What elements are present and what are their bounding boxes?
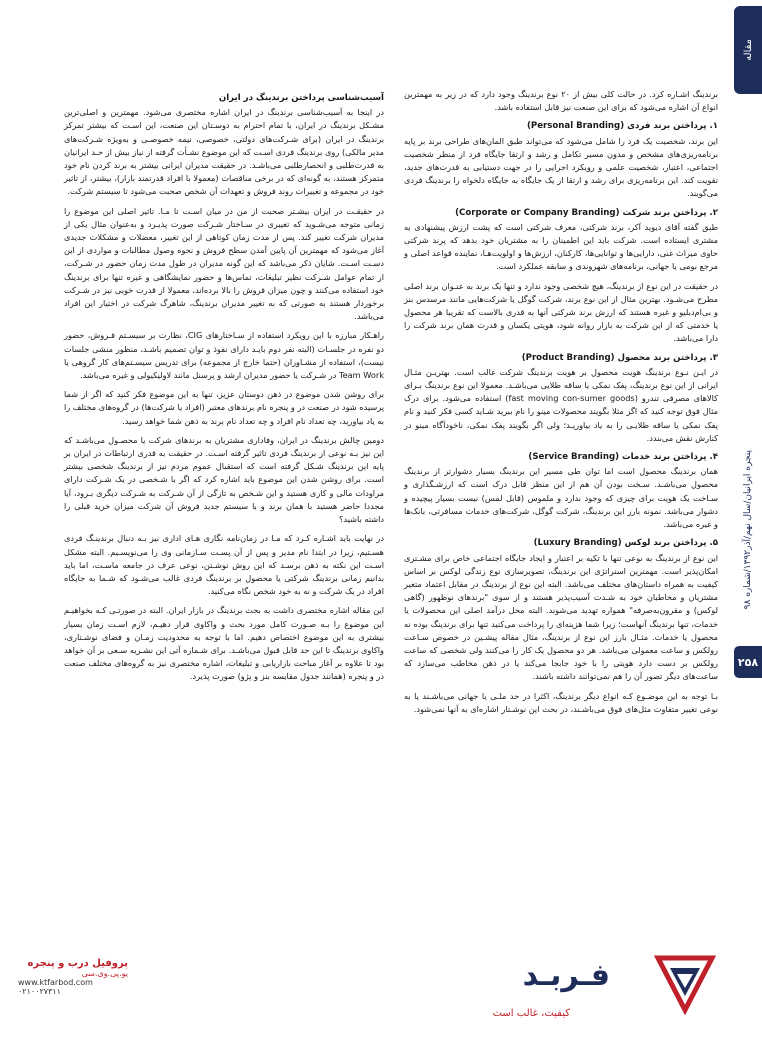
ad-phone: ۰۲۱۰۰۲۷۳۱۱	[18, 987, 61, 996]
section-heading: ۳. پرداختن برند محصول (Product Branding)	[521, 352, 718, 363]
section-heading: ۴. پرداختن برند خدمات (Service Branding)	[528, 452, 718, 463]
ad-brand-word: فـربـد	[522, 958, 610, 993]
paragraph: همان برندینگ محصول است اما توان طی مسیر این برندینگ بسیار دشوارتر از برندینگ محصول می‌باشـد. سـخت بودن آن هم از این منظر قابل درک است که ارزشـگذاری و سـاخت یک هویت برای چیزی که وجود ندارد و ملموس (قابل لمس) نیست بسیار پیچیده و دشوار می‌باشد. نمونه بارز این برندینگ، شرکت گوگل، شرکت‌های خدمات مسافرتی، بانک‌ها و غیره می‌باشد.	[404, 466, 718, 530]
side-bar	[734, 0, 762, 1045]
farbod-emblem-icon	[650, 948, 720, 1018]
paragraph: در حقیقت در این نوع از برندینگ، هیچ شخصی وجود ندارد و تنها یک برند به عنـوان برند اصلی مطرح می‌شـود. بهترین مثال از این نوع برند، شرکت گوگل یا شرکت‌هایی مانند مرسدس بنز و بی‌ام‌دبلیو و غیره هستند که ارزش برند شرکتی آنها به قدری بالاست که تقریبا هر محصول یا خدمتی که از این شرکت به بازار روانه شود، هویتی یکسان و قدرت همان برند شرکت را دارا می‌باشد.	[404, 280, 718, 344]
left-column	[64, 88, 384, 690]
paragraph: برای روشن شدن موضوع در ذهن دوستان عزیز، تنها به این موضوع فکر کنید که اگر از شما پرسیده شود در صنعت در و پنجره نام برندهای معتبر (افراد یا شرکت‌ها) در گروه‌های مختلف را به یاد بیاورید، چه تعداد نام افراد و چه تعداد نام برند به ذهن شما خواهد رسید.	[64, 389, 384, 426]
paragraph: در حقیقـت در ایران بیشـتر صحبت از من در میان اسـت تا مـا. تاثیر اصلی این موضوع را زمانی متوجه می‌شـوید که تغییری در سـاختار شـرکت صورت پذیـرد و به‌عنوان مثال یکی از مدیران شرکت تغییر کند. پس از مدت زمان کوتاهی از این تغییر، معضلات و مشکلات جدیدی آغاز می‌شود که مهمترین آن پایین آمدن سطح فروش و نحوه وصول مطالبات و مواردی از این دسـت اسـت. شایان ذکر می‌باشد که این گونه مدیران در طول مدت زمان حضور در شـرکت، از تمام عوامل شـرکت نظیر تبلیغات، تماس‌ها و حضور نمایشگاهی و غیره تنها برای برندینگ خود استفاده می‌کنند و چون میزان فروش را بالا برده‌اند، معمولا از قدرت خوبی نیز در شـرکت برخوردار هستند به صورتی که به تغییر مدیران برندینگ، شاهرگ شرکت در اختیار این افراد می‌باشد.	[64, 205, 384, 322]
right-column	[404, 88, 718, 722]
paragraph: راهـکار مبارزه با این رویکرد استفاده از سـاختارهای CIG، نظارت بر سیسـتم فـروش، حضور دو نفره در جلسـات (البته نفر دوم بایـد دارای نفوذ و توان تصمیم باشـد، منظور منشی جلسات نیست)، استفاده از مشـاوران (حتما خارج از مجموعه) برای تدریس سیسـتم‌های کار گروهی یا Team Work در شـرکت یا حضور مدیران ارشد و پرسنل مانند لاولیکیولی و غیره می‌باشد.	[64, 330, 384, 381]
ad-website: www.ktfarbod.com	[18, 978, 93, 987]
journal-info	[736, 420, 760, 640]
paragraph: دومین چالش برندینگ در ایران، وفاداری مشتریان به برندهای شرکت یا محصـول می‌باشـد که این نیز بـه نوعی از برندینگ فردی تاثیر گرفته اسـت. در حقیقت به قدری ارتباطات در ایران بر پایه این برندینگ شـکل گرفته است که استقبال عموم مردم نیز از برندینگ شخصی بیشتر است. برای روشن شدن این موضوع باید اشاره کرد که اگر با شـخصی در یک شـرکت دارای مراودات مالی و کاری هستید و این شـخص به تازگی از آن شـرکت به شـرکت دیگری بـرود، آیا مجددا حاضر هستید با همان برند و با سیستم جدید فروش آن شرکت میزان خرید قبلی را داشته باشید؟	[64, 434, 384, 525]
paragraph: این نوع از برندینگ به نوعی تنها با تکیه بر اعتبار و ایجاد جایگاه اجتماعی خاص برای مشـتری امکان‌پذیر است. مهمترین استراتژی این برندینگ، تصویرسازی نوع زندگی لوکس بر اساس کیفیت به همراه داستان‌های مختلف می‌باشد. البته این نوع از برندینگ در مقابل اعتماد متغیر مشتریان و مخاطبان خود به شـدت آسیب‌پذیر هستند و از سوی "برندهای نوظهور (گاهی لوکس) و مقرون‌به‌صرفه" همواره تهدید می‌شوند. البته محل درآمد اصلی این محصولات یا خدمات، تنها برندینگ آنهاست؛ زیرا شما هزینه‌ای را پرداخت می‌کنید تنها برای برندینگ بوده نه محصول یا خدمات. مثـال بارز این نوع از برندینگ، مثال مقاله پیشـین در خصوص سـاعت رولکس و ساعت معمولی می‌باشد. هر دو محصول یک کار را می‌کنند ولی شخصی که ساعت رولکس بر دست دارد هویتی را با خود جابجا می‌کند یا در ذهن مخاطب می‌سازد که ساعت‌های دیگر تصور آن را هم نمی‌توانند داشته باشند.	[404, 552, 718, 682]
section-label: مقاله	[742, 39, 754, 61]
paragraph: در نهایت باید اشـاره کـرد که مـا در زمان‌نامه نگاری هـای اداری نیز بـه دنبال برندینـگ فردی هسـتیم، زیرا در ابتدا نام مدیر و پس از آن پسـت سـازمانی وی را می‌نویسـیم. البته مشکل اسـت این نکته به ذهن برسـد که این روش نوشـتن، نوعی عرف در جامعه ماسـت، اما باید بدانیم زمانی برندینگ شرکتی یا محصول بر برندینگ فردی غالب می‌شـود که شـما به جایگاه افراد در یک شرکت و نه به خود شخص نگاه می‌کنید.	[64, 533, 384, 597]
paragraph: در اینجا به آسیب‌شناسی برندینگ در ایران اشاره مختصری می‌شود. مهمترین و اصلی‌ترین مشـکل برندینگ در ایران، با تمام احترام به دوسـتان این صنعت، این اسـت که بیشتر تمرکز برندینگ در ایران (برای شـرکت‌های دولتی، خصوصی، نیمه خصوصـی و به‌ویژه شـرکت‌های مدیر مالکی) روی برندینگ فردی اسـت که این موضوع نشـأت گرفته از نیاز بیش از حـد ایرانیان به قدرت‌طلبی و انحصارطلبی می‌باشـد. در حقیقت مدیران ایرانی بیشتر به برند کردن نام خود متمرکز هستند، به گونه‌ای که در برخی مناقصات (معمولا با افراد قدرتمند بازار)، بیشتر، از تاثیر خود در مجموعه و تغییرات روند فروش و تعهدات آن شخص صحبت می‌شود تا سیستم شرکت.	[64, 107, 384, 197]
page-number: ۲۵۸	[734, 646, 762, 678]
section-heading: آسیب‌شناسی پرداختن برندینگ در ایران	[218, 93, 384, 103]
section-heading: ۵. پرداختن برند لوکس (Luxury Branding)	[533, 538, 718, 549]
section-tab	[734, 6, 762, 94]
journal-label: پنجره ایرانیان/سال نهم/آذر۱۳۹۲/شماره ۹۸	[743, 450, 753, 610]
advertisement	[18, 948, 720, 1038]
paragraph: در ایـن نـوع برندینگ هویت محصول بر هویت برندینگ شرکت غالب است. بهتریـن مثـال ایرانی از این نوع برندینگ، پفک نمکی یا ساقه طلایی می‌باشـد. معمولا این نوع برندینگ بـرای کالاهای مصرفی تندرو (fast moving con-sumer goods) استفاده می‌شود. برای درک مثال فوق توجه کنید که اگر مثلا بگویند محصولات مینو را نام ببرید شـاید کسی فکر کنید و نام پفک نمکی یا ساقه طلایـی را به یاد بیاوریـد؛ ولی اگر بگویند پفک نمکی، ناخودآگاه مینو در کنارش نقش می‌بندد.	[404, 366, 718, 443]
paragraph: برندینگ اشـاره کرد. در حالت کلی بیش از ۲۰ نوع برندینگ وجود دارد که در زیر به مهمترین انواع آن اشاره می‌شود که برای این صنعت نیز قابل استفاده باشد.	[404, 89, 718, 113]
ad-company-line: پروفیل درب و پنجره	[27, 958, 128, 969]
section-heading: ۱. پرداختن برند فردی (Personal Branding)	[526, 121, 718, 132]
paragraph: بـا توجه به این موضـوع کـه انواع دیگر برندینگ، اکثرا در حد ملـی یا جهانی می‌باشـند یا به نوعی تغییر متفاوت مثل‌های فوق می‌باشـند، در بحث این نوشـتار اشاره‌ای به آنها نمی‌شود.	[404, 690, 718, 714]
section-heading: ۲. پرداختن برند شرکت (Corporate or Company Branding)	[455, 207, 718, 218]
ad-products: یو.پی.وی.سی	[81, 969, 128, 978]
paragraph: این مقاله اشاره مختصری داشت به بحث برندینگ در بازار ایران. البته در صورتـی کـه بخواهیـم این موضوع را بـه صـورت کامل مورد بحث و واکاوی قرار دهیـم، لازم اسـت زمان بسیار بیشتری به این موضوع اختصاص دهیم. اما با توجه به محدودیت زمـان و فضای نوشـتاری، واکاوی برندینگ تا این حد قابل قبول می‌باشـد. برای شـماره آتی این نشـریه سـعی بر آن خواهد بود تا علاوه بر آغاز مباحث بازاریابی و تبلیغات، اشاره مختصری نیز به گروه‌های مختلف صنعت در و پنجره (همانند جدول مقایسه بنز و پژو) صورت پذیرد.	[64, 605, 384, 682]
paragraph: این برند، شخصیت یک فرد را شامل می‌شود که می‌تواند طبق المان‌های طراحی برند بر پایه برنامه‌ریزی‌های مشخص و مدون مسیر تکامل و رشد و ارتقا جایگاه فرد از منظر شخصیت اجتماعی، اعتبار، شخصیت علمی و رویکرد اجرایی را در جهت دستیابی به قدرت‌های جدید، تقویت کند. این برنامه‌ریزی برای رشد و ارتقا از یک جایگاه به جایگاه دلخواه را برندینگ فردی می‌گویند.	[404, 135, 718, 199]
ad-slogan: کیفیت، غالب است	[492, 1008, 570, 1019]
paragraph: طبق گفته آقای دیوید آکر، برند شرکتی، معرف شرکتی است که پشت ارزش پیشنهادی به مشتری ایستاده است. شرکت باید این اطمینان را به مشتریان خود بدهد که پرند شرکتی حاوی میراث غنی، دارایی‌ها و توانایی‌ها، کارکنان، ارزش‌ها و اولویت‌هـا، نماینده قواعد اصلی و مرجع بومی یا جهانی، برنامه‌های شهروندی و سابقه عملکرد است.	[404, 221, 718, 272]
ad-contact	[18, 958, 128, 996]
